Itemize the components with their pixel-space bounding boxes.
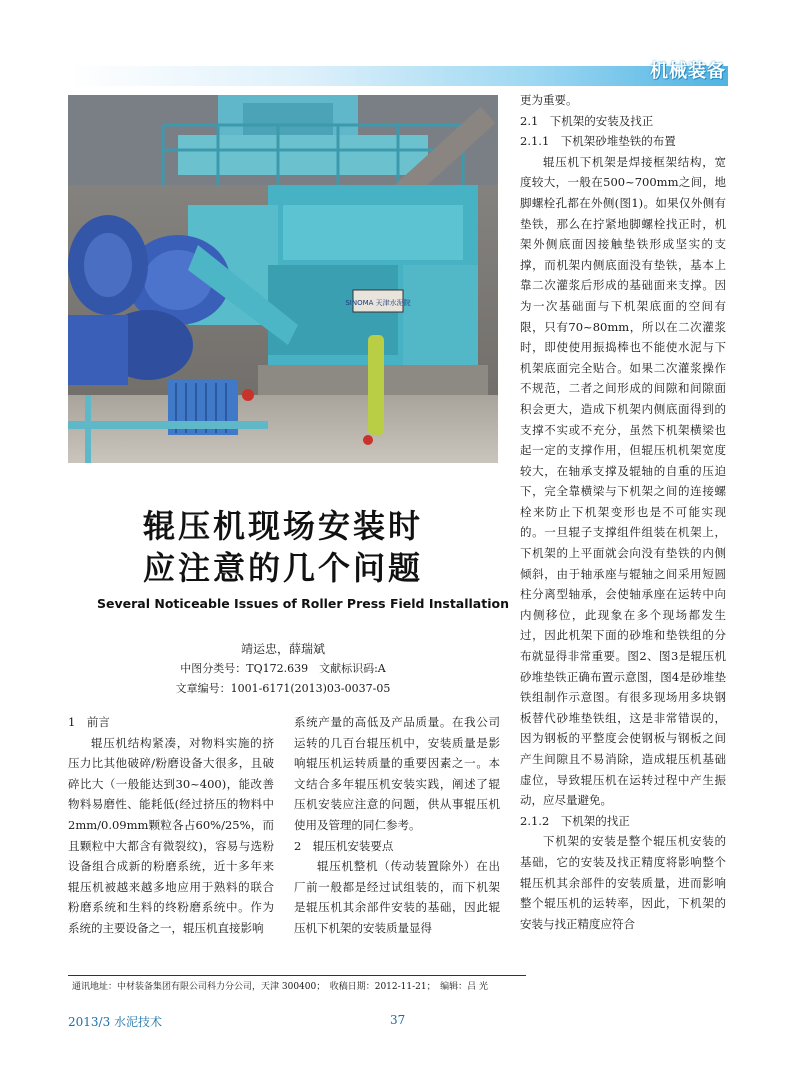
- subsection-heading: 2.1.1 下机架砂堆垫铁的布置: [520, 134, 676, 149]
- authors: 靖运忠，薛瑞斌: [240, 642, 325, 656]
- footnote: 通讯地址：中材装备集团有限公司科力分公司，天津 300400； 收稿日期：2012-11-21； 编辑：吕 光: [72, 982, 488, 992]
- text-column-2: [294, 712, 500, 939]
- paragraph: 辊压机整机（传动装置除外）在出厂前一般都是经过试组装的，而下机架是辊压机其余部件安装的基础，因此辊压机下机架的安装质量显得: [294, 859, 500, 935]
- article-title: [68, 505, 498, 589]
- footnote-rule: [68, 975, 526, 976]
- paragraph-continued: 系统产量的高低及产品质量。在我公司运转的几百台辊压机中，安装质量是影响辊压机运转质量的重要因素之一。本文结合多年辊压机安装实践，阐述了辊压机安装应注意的问题，供从事辊压机使用及管理的同仁参考。: [294, 715, 500, 832]
- title-line-1: 辊压机现场安装时: [142, 507, 423, 545]
- paragraph: 下机架的安装是整个辊压机安装的基础，它的安装及找正精度将影响整个辊压机其余部件的安装质量，进而影响整个辊压机的运转率，因此，下机架的安装与找正精度应符合: [520, 834, 726, 931]
- section-name: 机械装备: [650, 61, 726, 82]
- roller-press-photo: [68, 95, 498, 463]
- page-number: 37: [390, 1013, 406, 1027]
- subsection-heading: 2.1.2 下机架的找正: [520, 813, 630, 828]
- nameplate-text: SINOMA 天津水泥院: [345, 299, 411, 307]
- section-heading: 2 辊压机安装要点: [294, 838, 394, 853]
- article-number: 文章编号：1001-6171(2013)03-0037-05: [175, 682, 391, 695]
- text-column-1: [68, 712, 274, 939]
- paragraph-continued: 更为重要。: [520, 93, 578, 107]
- journal-issue: 2013/3 水泥技术: [68, 1015, 163, 1029]
- header-gradient-bar: [68, 66, 728, 86]
- title-line-2: 应注意的几个问题: [142, 549, 423, 587]
- section-heading: 1 前言: [68, 715, 110, 729]
- section-heading: 2.1 下机架的安装及找正: [520, 113, 654, 128]
- classification-code: 中图分类号：TQ172.639 文献标识码:A: [180, 662, 386, 675]
- text-column-3: [520, 90, 726, 934]
- english-title: Several Noticeable Issues of Roller Press Field Installation: [97, 596, 509, 611]
- paragraph: 辊压机结构紧凑，对物料实施的挤压力比其他破碎/粉磨设备大很多，且破碎比大（一般能达到30~400)，能改善物料易磨性、能耗低(经过挤压的物料中2mm/0.09mm颗粒各占60%/25%，而且颗粒中大都含有微裂纹)，容易与选粉设备组合成新的粉磨系统，近十多年来辊压机被越来越多地应用于熟料的联合粉磨系统和生料的终粉磨系统中。作为系统的主要设备之一，辊压机直接影响: [68, 735, 274, 935]
- paragraph: 辊压机下机架是焊接框架结构，宽度较大，一般在500~700mm之间，地脚螺栓孔都在外侧(图1)。如果仅外侧有垫铁，那么在拧紧地脚螺栓找正时，机架外侧底面因接触垫铁形成坚实的支撑，而机架内侧底面没有垫铁，基本上靠二次灌浆后形成的基础面来支撑。因为一次基础面与下机架底面的空间有限，只有70~80mm，所以在二次灌浆时，即使使用振捣棒也不能使水泥与下机架底面完全贴合。如果二次灌浆操作不规范，二者之间形成的间隙和间隙面积会更大，造成下机架内侧底面得到的支撑不实或不充分，虽然下机架横梁也起一定的支撑作用，但辊压机机架宽度较大，在轴承支撑及辊轴的自重的压迫下，完全靠横梁与下机架之间的连接螺栓来防止下机架变形也是不可能实现的。一旦辊子支撑组件组装在机架上，下机架的上平面就会向没有垫铁的内侧倾斜，由于轴承座与辊轴之间采用短圆柱分离型轴承，会使轴承座在运转中向内侧移位，此现象在多个现场都发生过，因此机架下面的砂堆和垫铁组的分布就显得非常重要。图2、图3是辊压机砂堆垫铁正确布置示意图，图4是砂堆垫铁组制作示意图。有很多现场用多块钢板替代砂堆垫铁组，这是非常错误的，因为钢板的平整度会使钢板与钢板之间产生间隙且不易消除，造成辊压机基础虚位，导致辊压机在运转过程中产生振动，应尽量避免。: [520, 154, 726, 808]
